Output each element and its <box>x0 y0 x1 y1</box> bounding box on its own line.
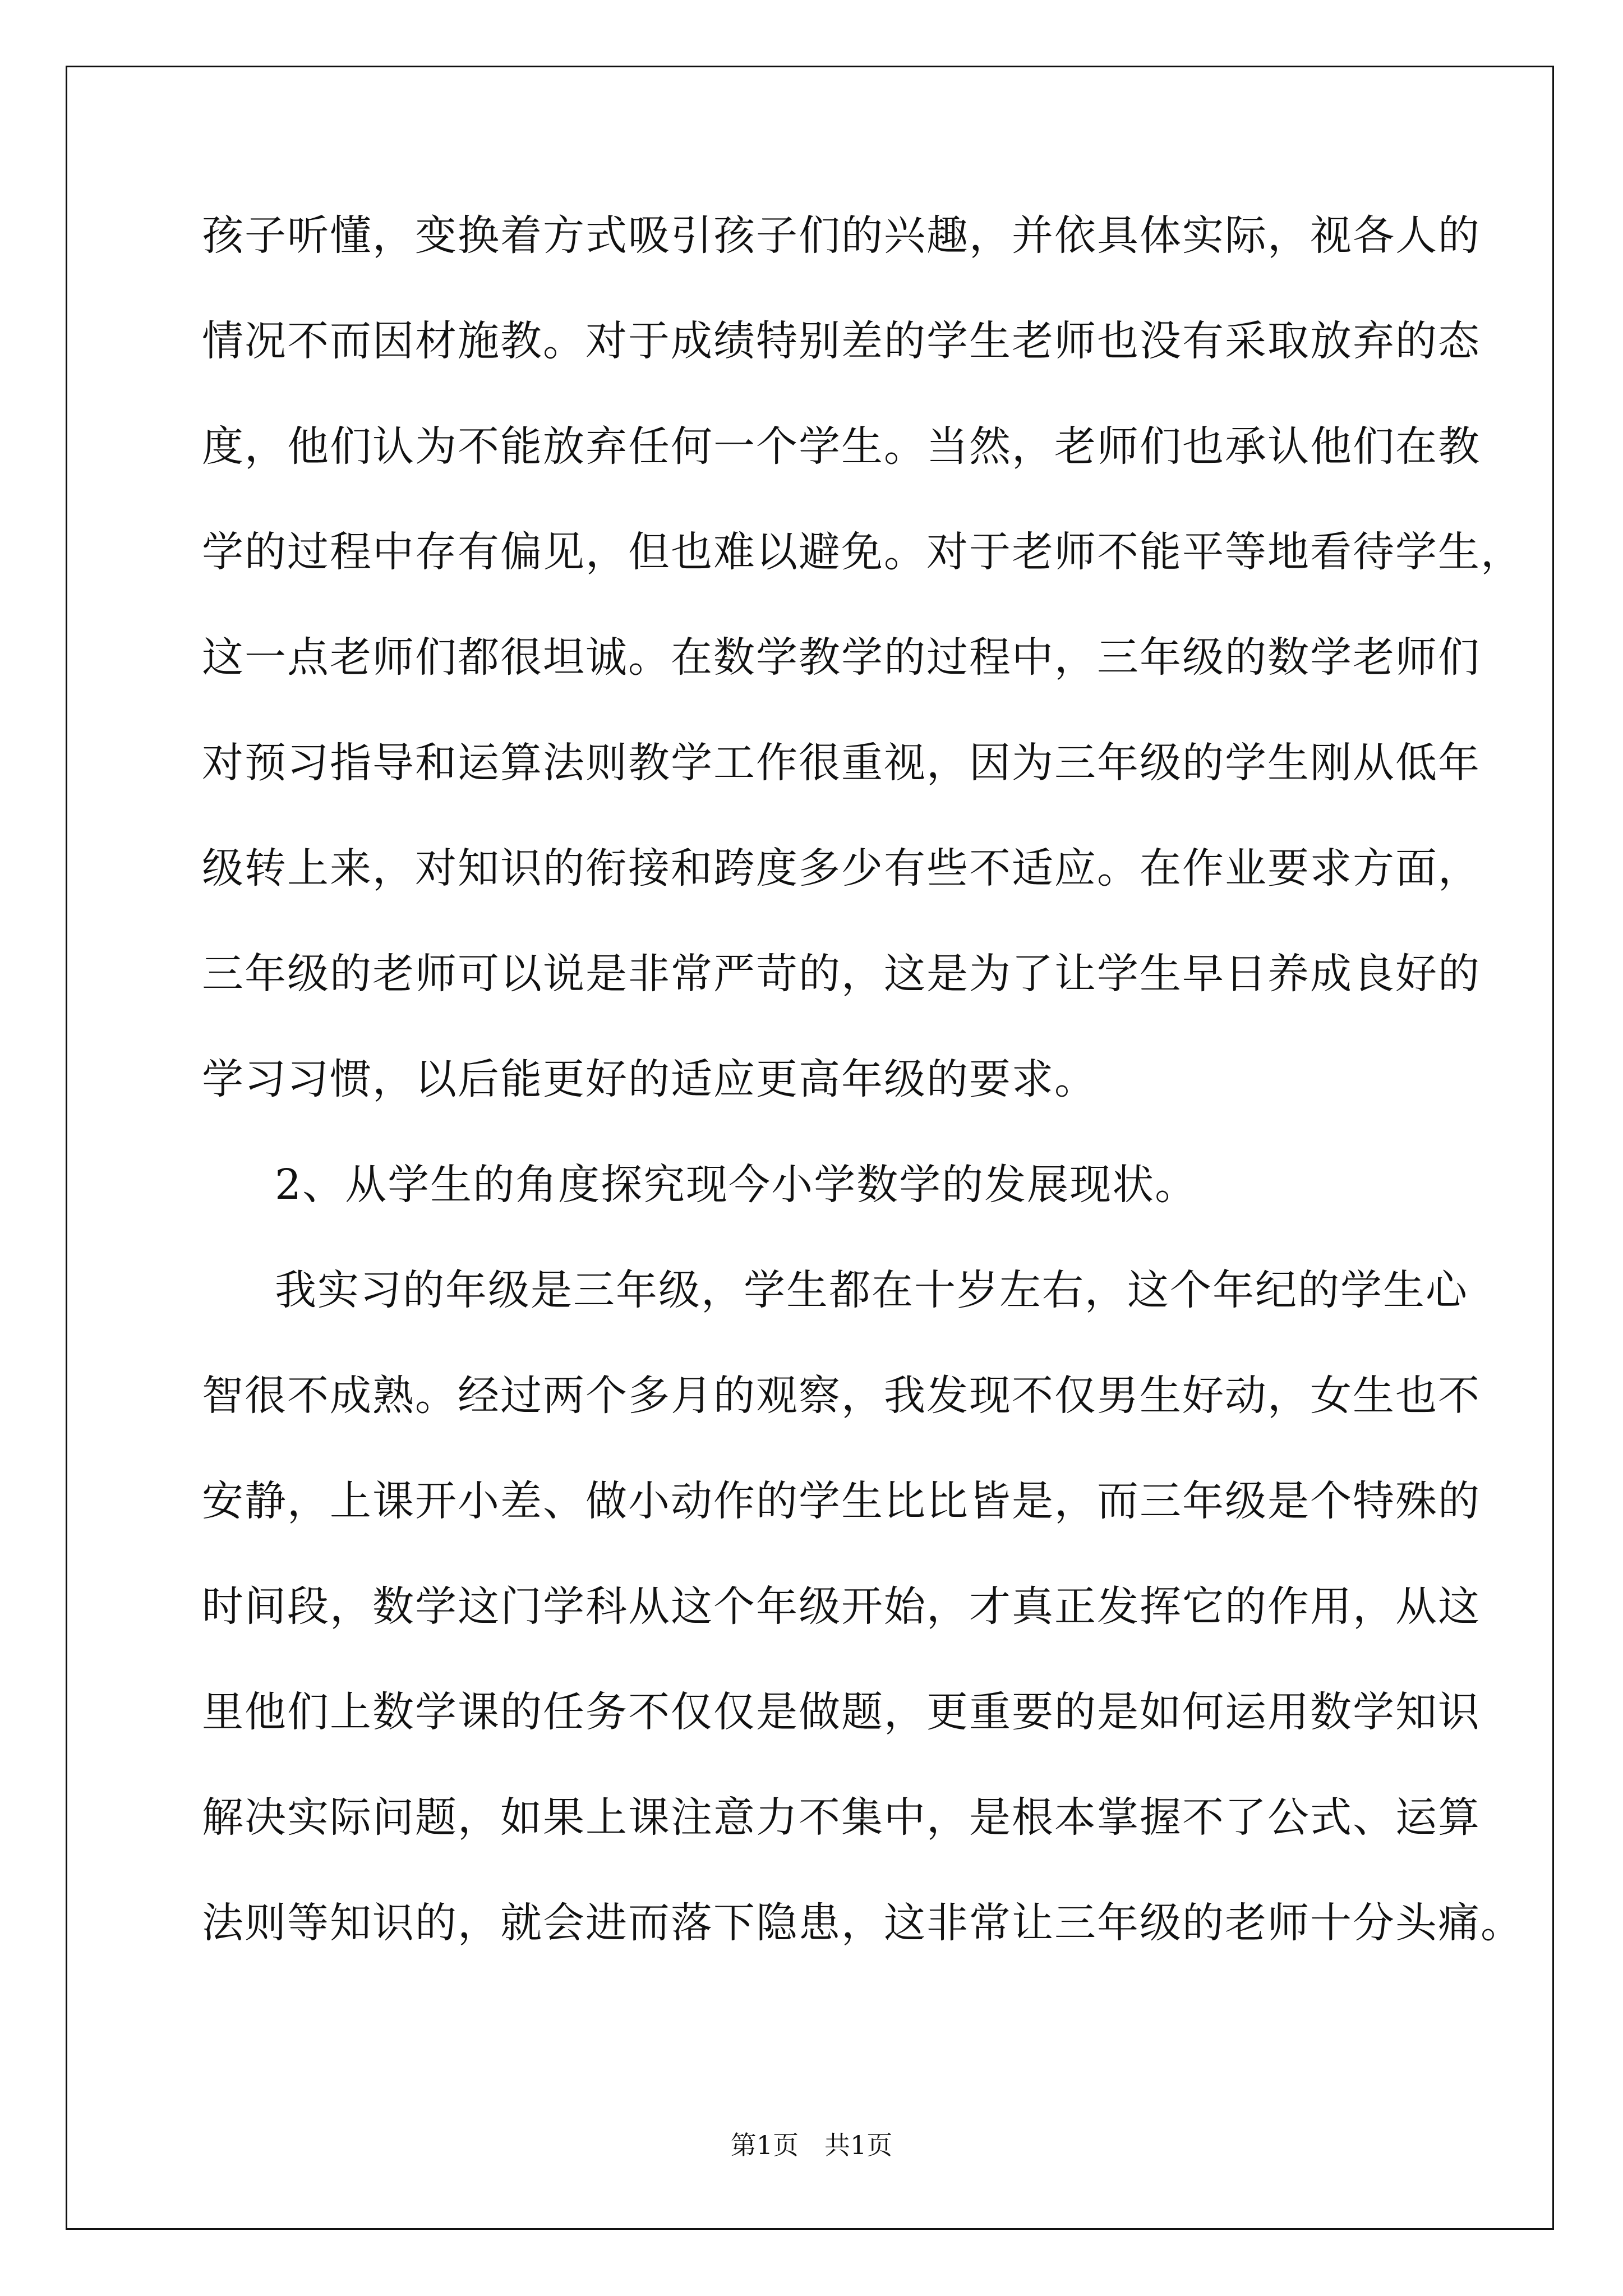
text-line: 对预习指导和运算法则教学工作很重视，因为三年级的学生刚从低年 <box>202 739 1481 787</box>
text-line: 里他们上数学课的任务不仅仅是做题，更重要的是如何运用数学知识 <box>202 1688 1481 1736</box>
text-line: 情况不而因材施教。对于成绩特别差的学生老师也没有采取放弃的态 <box>202 317 1481 365</box>
text-line: 度，他们认为不能放弃任何一个学生。当然，老师们也承认他们在教 <box>202 422 1481 471</box>
text-line: 三年级的老师可以说是非常严苛的，这是为了让学生早日养成良好的 <box>202 950 1481 998</box>
text-line: 级转上来，对知识的衔接和跨度多少有些不适应。在作业要求方面， <box>202 844 1481 892</box>
text-line: 时间段，数学这门学科从这个年级开始，才真正发挥它的作用，从这 <box>202 1582 1481 1631</box>
text-line: 法则等知识的，就会进而落下隐患，这非常让三年级的老师十分头痛。 <box>202 1899 1523 1947</box>
text-line: 我实习的年级是三年级，学生都在十岁左右，这个年纪的学生心 <box>275 1266 1468 1314</box>
text-line: 学习习惯，以后能更好的适应更高年级的要求。 <box>202 1055 1097 1103</box>
text-line: 安静，上课开小差、做小动作的学生比比皆是，而三年级是个特殊的 <box>202 1477 1481 1525</box>
text-line: 孩子听懂，变换着方式吸引孩子们的兴趣，并依具体实际，视各人的 <box>202 211 1481 260</box>
section-heading: 2、从学生的角度探究现今小学数学的发展现状。 <box>275 1161 1198 1209</box>
text-line: 智很不成熟。经过两个多月的观察，我发现不仅男生好动，女生也不 <box>202 1372 1481 1420</box>
text-line: 这一点老师们都很坦诚。在数学教学的过程中，三年级的数学老师们 <box>202 633 1481 682</box>
text-line: 学的过程中存有偏见，但也难以避免。对于老师不能平等地看待学生， <box>202 528 1523 576</box>
text-line: 解决实际问题，如果上课注意力不集中，是根本掌握不了公式、运算 <box>202 1793 1481 1842</box>
page-footer: 第1页 共1页 <box>730 2130 893 2160</box>
